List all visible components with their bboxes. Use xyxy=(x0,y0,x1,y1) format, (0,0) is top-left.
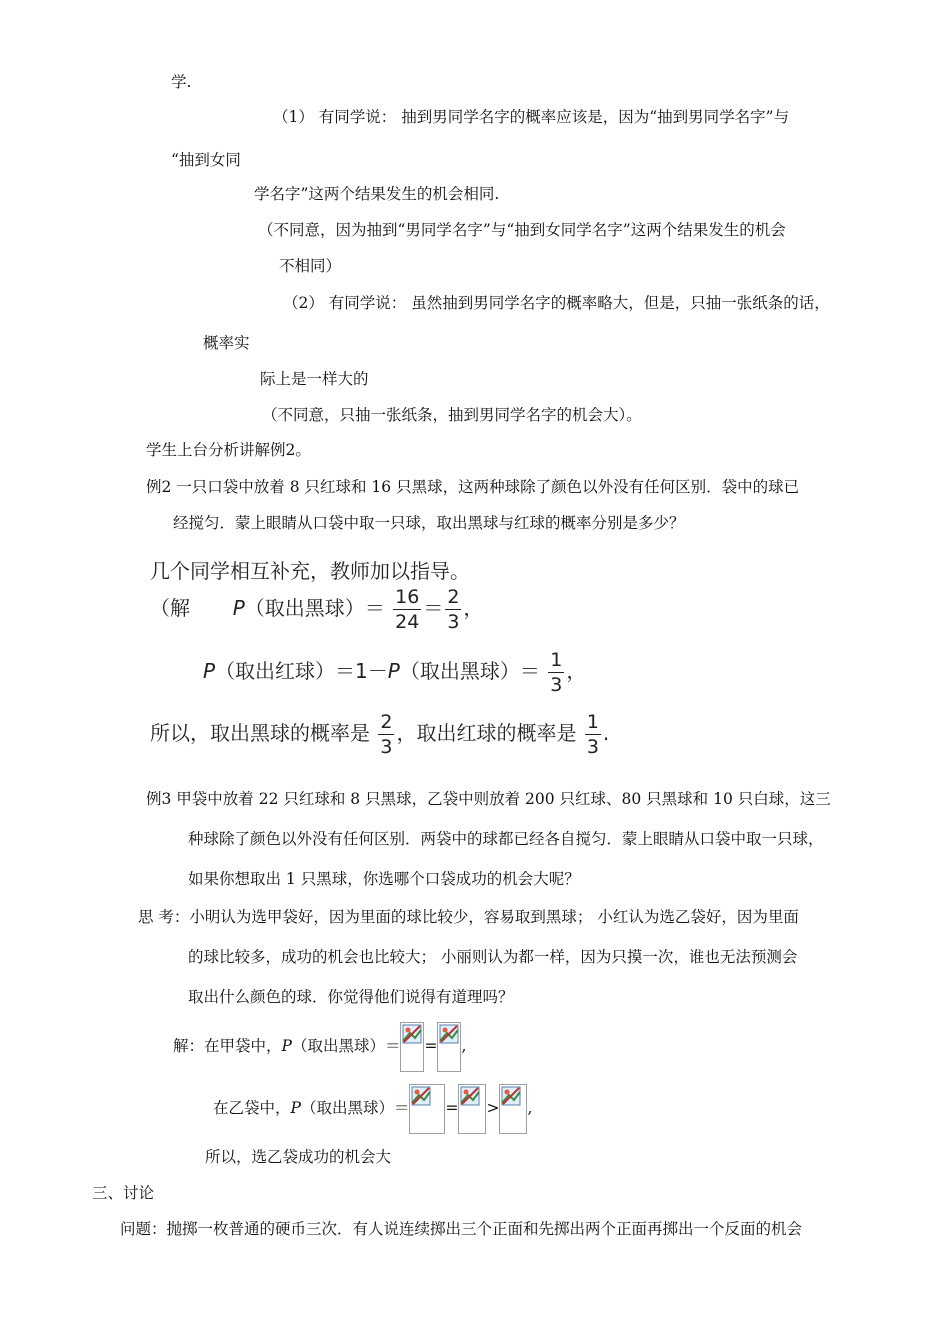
text-line: 学生上台分析讲解例2。 xyxy=(146,441,311,459)
eq1-f1-den: 24 xyxy=(395,611,420,633)
eq1-fraction-2 xyxy=(445,585,461,634)
eq1-end: ， xyxy=(463,596,484,620)
example3-solution-b xyxy=(213,1082,532,1134)
eq1-f2-den: 3 xyxy=(447,611,460,633)
text-line: （不同意，因为抽到“男同学名字”与“抽到女同学名字”这两个结果发生的机会 xyxy=(258,221,786,239)
text-line: 不相同） xyxy=(279,257,342,275)
ex3b-greater: > xyxy=(486,1099,500,1117)
eq3-fraction-2 xyxy=(585,710,601,759)
eq2-p2: P xyxy=(387,659,400,683)
ex3a-equals: = xyxy=(424,1037,438,1055)
text-line: （1） 有同学说： 抽到男同学名字的概率应该是，因为“抽到男同学名字”与 xyxy=(273,108,790,126)
text-line: 学. xyxy=(171,73,192,91)
text-line: 例2 一只口袋中放着 8 只红球和 16 只黑球，这两种球除了颜色以外没有任何区别．袋中的球已 xyxy=(146,478,800,496)
text-line: （2） 有同学说： 虽然抽到男同学名字的概率略大，但是，只抽一张纸条的话， xyxy=(283,294,830,312)
ex3a-p: P xyxy=(281,1037,292,1055)
eq3-fraction-1 xyxy=(378,710,394,759)
broken-image-icon xyxy=(499,1084,527,1134)
text-line: 种球除了颜色以外没有任何区别．两袋中的球都已经各自搅匀．蒙上眼睛从口袋中取一只球， xyxy=(188,830,824,848)
text-line: 概率实 xyxy=(203,334,250,352)
broken-image-icon xyxy=(409,1084,445,1134)
ex3b-end: , xyxy=(527,1099,533,1117)
eq2-event2: （取出黑球）＝ xyxy=(399,659,540,683)
eq1-p: P xyxy=(232,596,245,620)
eq3-text-2: ，取出红球的概率是 xyxy=(396,721,577,745)
ex3a-end: , xyxy=(461,1037,467,1055)
ex3a-event: （取出黑球）＝ xyxy=(291,1037,401,1055)
ex3b-prefix: 在乙袋中， xyxy=(213,1099,291,1117)
text-line: 取出什么颜色的球．你觉得他们说得有道理吗？ xyxy=(188,988,514,1006)
eq2-event: （取出红球）＝1－ xyxy=(215,659,388,683)
ex3a-prefix: 解：在甲袋中， xyxy=(173,1037,282,1055)
broken-image-icon xyxy=(458,1084,486,1134)
text-line: 所以，选乙袋成功的机会大 xyxy=(205,1148,392,1166)
text-line: 的球比较多，成功的机会也比较大； 小丽则认为都一样，因为只摸一次，谁也无法预测会 xyxy=(188,948,798,966)
eq1-equals: ＝ xyxy=(423,596,444,620)
text-line: 问题：抛掷一枚普通的硬币三次．有人说连续掷出三个正面和先掷出两个正面再掷出一个反面的机会 xyxy=(120,1220,803,1238)
solution-eq2 xyxy=(203,648,586,697)
solution-intro: 几个同学相互补充，教师加以指导。 xyxy=(150,559,470,583)
eq1-f1-num: 16 xyxy=(395,586,420,608)
eq2-fraction xyxy=(548,648,564,697)
eq1-fraction-1 xyxy=(393,585,421,634)
ex3b-equals: = xyxy=(445,1099,459,1117)
eq3-text-1: 所以，取出黑球的概率是 xyxy=(150,721,370,745)
eq3-f1-num: 2 xyxy=(380,711,393,733)
text-line: 际上是一样大的 xyxy=(260,370,369,388)
ex3b-event: （取出黑球）＝ xyxy=(300,1099,410,1117)
eq3-end: . xyxy=(602,721,610,745)
example3-solution-a xyxy=(173,1020,466,1072)
eq1-f2-num: 2 xyxy=(447,586,460,608)
eq3-f1-den: 3 xyxy=(380,736,393,758)
text-line: 如果你想取出 1 只黑球，你选哪个口袋成功的机会大呢？ xyxy=(188,870,580,888)
eq2-end: ， xyxy=(566,659,587,683)
text-line: （不同意，只抽一张纸条，抽到男同学名字的机会大）。 xyxy=(262,406,642,424)
section-heading: 三、讨论 xyxy=(92,1184,155,1202)
text-line: 学名字”这两个结果发生的机会相同. xyxy=(254,185,500,203)
broken-image-icon xyxy=(437,1022,461,1072)
text-line: 思 考：小明认为选甲袋好，因为里面的球比较少，容易取到黑球； 小红认为选乙袋好，因为里面 xyxy=(138,908,799,926)
eq2-f-den: 3 xyxy=(550,674,563,696)
eq2-f-num: 1 xyxy=(550,649,563,671)
eq3-f2-den: 3 xyxy=(586,736,599,758)
text-line: 例3 甲袋中放着 22 只红球和 8 只黑球，乙袋中则放着 200 只红球、80 只黑球和 10 只白球，这三 xyxy=(146,790,831,808)
eq1-event: （取出黑球）＝ xyxy=(244,596,385,620)
ex3b-p: P xyxy=(290,1099,301,1117)
text-line: “抽到女同 xyxy=(171,151,241,169)
eq1-prefix: （解 xyxy=(150,596,190,620)
solution-eq3 xyxy=(150,710,609,759)
eq2-p: P xyxy=(203,659,216,683)
broken-image-icon xyxy=(400,1022,424,1072)
solution-eq1 xyxy=(150,585,483,634)
text-line: 经搅匀．蒙上眼睛从口袋中取一只球，取出黑球与红球的概率分别是多少？ xyxy=(173,514,685,532)
eq3-f2-num: 1 xyxy=(586,711,599,733)
